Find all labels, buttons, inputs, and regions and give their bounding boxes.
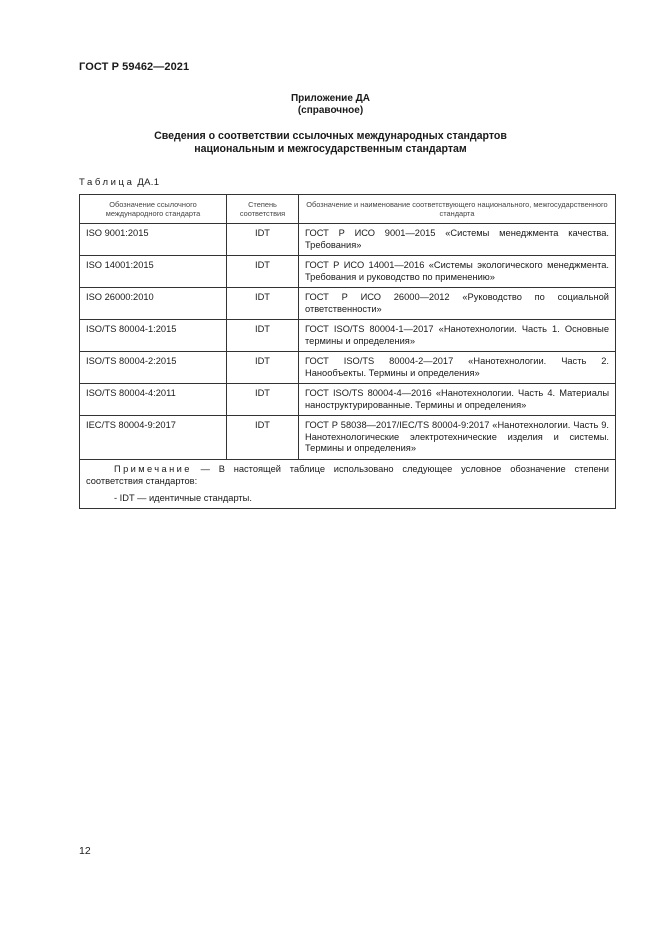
national-standard-cell: ГОСТ Р ИСО 26000—2012 «Руководство по социальной ответственности»: [299, 288, 616, 320]
national-standard-cell: ГОСТ Р ИСО 9001—2015 «Системы менеджмента качества. Требования»: [299, 224, 616, 256]
national-standard-cell: ГОСТ Р 58038—2017/IEC/TS 80004-9:2017 «Нанотехнологии. Часть 9. Нанотехнологические электротехнические изделия и системы. Термины и определения»: [299, 416, 616, 460]
degree-cell: IDT: [227, 384, 299, 416]
table-row: [80, 416, 616, 460]
table-row: [80, 352, 616, 384]
document-code: ГОСТ Р 59462—2021: [79, 61, 190, 73]
column-header-national: Обозначение и наименование соответствующего национального, межгосударственного стандарта: [299, 195, 616, 224]
national-standard-cell: ГОСТ Р ИСО 14001—2016 «Системы экологического менеджмента. Требования и руководство по применению»: [299, 256, 616, 288]
appendix-title: [0, 93, 661, 117]
degree-cell: IDT: [227, 320, 299, 352]
heading-line-1: Сведения о соответствии ссылочных международных стандартов: [154, 130, 507, 142]
standard-cell: ISO/TS 80004-4:2011: [80, 384, 227, 416]
national-standard-cell: ГОСТ ISO/TS 80004-4—2016 «Нанотехнологии. Часть 4. Материалы наноструктурированные. Термины и определения»: [299, 384, 616, 416]
table-caption-word: Таблица: [79, 177, 135, 188]
degree-cell: IDT: [227, 256, 299, 288]
table-caption: [79, 177, 159, 188]
correspondence-table: [79, 194, 616, 509]
note-body: — В настоящей таблице использовано следующее условное обозначение степени соответствия стандартов:: [86, 464, 609, 486]
note-list-item: - IDT — идентичные стандарты.: [114, 493, 252, 503]
table-header-row: [80, 195, 616, 224]
table-note: [80, 460, 616, 509]
heading-line-2: национальным и межгосударственным стандартам: [194, 143, 467, 155]
note-text: [86, 464, 609, 487]
standard-cell: IEC/TS 80004-9:2017: [80, 416, 227, 460]
column-header-degree: Степень соответствия: [227, 195, 299, 224]
national-standard-cell: ГОСТ ISO/TS 80004-2—2017 «Нанотехнологии. Часть 2. Нанообъекты. Термины и определения»: [299, 352, 616, 384]
column-header-standard: Обозначение ссылочного международного стандарта: [80, 195, 227, 224]
national-standard-cell: ГОСТ ISO/TS 80004-1—2017 «Нанотехнологии. Часть 1. Основные термины и определения»: [299, 320, 616, 352]
standard-cell: ISO 26000:2010: [80, 288, 227, 320]
page-number: 12: [79, 845, 91, 857]
note-label: Примечание: [114, 464, 192, 474]
standard-cell: ISO/TS 80004-2:2015: [80, 352, 227, 384]
degree-cell: IDT: [227, 288, 299, 320]
degree-cell: IDT: [227, 416, 299, 460]
table-row: [80, 384, 616, 416]
table-row: [80, 288, 616, 320]
appendix-type: (справочное): [297, 105, 364, 116]
appendix-label: Приложение ДА: [290, 93, 371, 104]
table-note-row: [80, 460, 616, 509]
standard-cell: ISO 9001:2015: [80, 224, 227, 256]
table-row: [80, 224, 616, 256]
table-row: [80, 320, 616, 352]
degree-cell: IDT: [227, 224, 299, 256]
standard-cell: ISO 14001:2015: [80, 256, 227, 288]
table-row: [80, 256, 616, 288]
standard-cell: ISO/TS 80004-1:2015: [80, 320, 227, 352]
appendix-heading: [0, 130, 661, 156]
table-caption-number: ДА.1: [134, 177, 160, 188]
degree-cell: IDT: [227, 352, 299, 384]
